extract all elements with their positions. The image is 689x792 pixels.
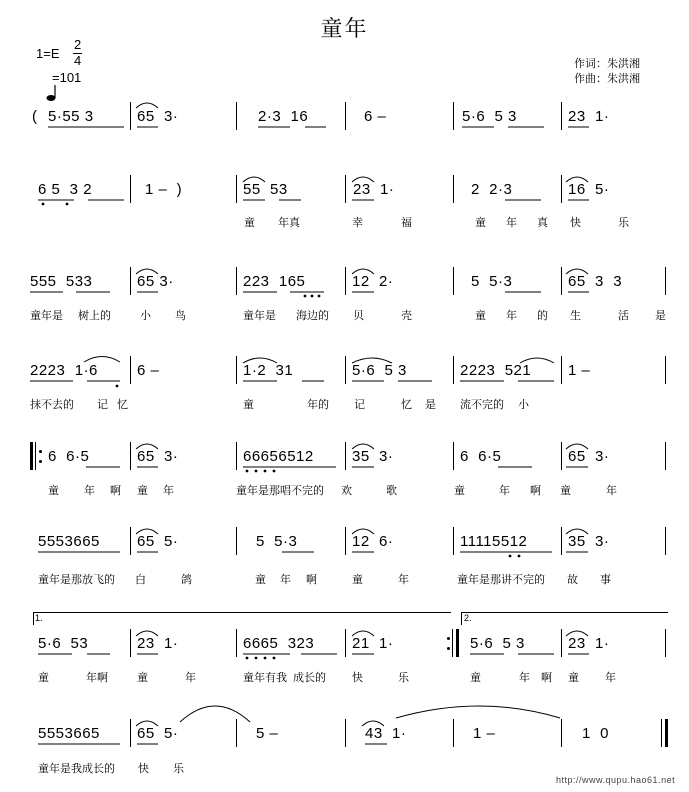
lyric: 鸟 <box>175 309 186 322</box>
lyric: 童年是 <box>30 309 63 322</box>
lyric: 年真 <box>278 216 300 229</box>
measure-notes: 1 – ) <box>145 181 183 198</box>
measure-notes: 6 6·5 <box>460 448 502 465</box>
lyric: 乐 <box>173 762 184 775</box>
measure-notes: 5·55 3 <box>48 108 94 125</box>
lyric: 年 <box>163 484 174 497</box>
measure-notes: 1·2 31 <box>243 362 294 379</box>
measure-notes: 6 5 3 2 <box>38 181 93 198</box>
measure-notes: 5·6 5 3 <box>462 108 517 125</box>
lyric: 小 <box>518 398 529 411</box>
lyric: 快 <box>352 671 363 684</box>
measure-notes: 12 2· <box>352 273 394 290</box>
second-ending-number: 2. <box>464 613 472 623</box>
measure-notes: 23 1· <box>568 635 610 652</box>
lyric: 快 <box>570 216 581 229</box>
lyric: 童 <box>243 398 254 411</box>
lyric: 童 <box>244 216 255 229</box>
measure-notes: 16 5· <box>568 181 610 198</box>
lyric: 童 <box>454 484 465 497</box>
lyric: 年 <box>606 484 617 497</box>
measure-notes: 23 1· <box>137 635 179 652</box>
lyric: 年 <box>84 484 95 497</box>
measure-notes: 6 6·5 <box>48 448 90 465</box>
measure-notes: 35 3· <box>568 533 610 550</box>
lyric: 记 <box>354 398 365 411</box>
measure-notes: 35 3· <box>352 448 394 465</box>
lyric: 忆 <box>401 398 412 411</box>
score-open-paren: ( <box>32 108 38 125</box>
lyric: 记 <box>97 398 108 411</box>
measure-notes: 55 53 <box>243 181 288 198</box>
measure-notes: 5·6 5 3 <box>352 362 407 379</box>
lyric: 活 <box>618 309 629 322</box>
lyric: 壳 <box>401 309 412 322</box>
measure-notes: 555 533 <box>30 273 93 290</box>
measure-notes: 65 3· <box>137 273 174 290</box>
lyric: 童 <box>352 573 363 586</box>
lyric: 欢 <box>341 484 352 497</box>
measure-notes: 65 3· <box>137 448 179 465</box>
measure-notes: 6665 323 <box>243 635 315 652</box>
lyricist-credit: 作词：朱洪湘 <box>574 57 640 70</box>
lyric: 年 <box>605 671 616 684</box>
lyric: 年 <box>280 573 291 586</box>
lyric: 年 <box>398 573 409 586</box>
song-title: 童年 <box>320 17 369 42</box>
key-signature: 1=E <box>36 46 60 61</box>
lyric: 童 <box>560 484 571 497</box>
lyric: 童年是那讲不完的 <box>457 573 545 586</box>
lyric: 福 <box>401 216 412 229</box>
lyric: 啊 <box>306 573 317 586</box>
measure-notes: 65 3 3 <box>568 273 623 290</box>
lyric: 年的 <box>307 398 329 411</box>
measure-notes: 1 – <box>473 725 496 742</box>
measure-notes: 5553665 <box>38 533 100 550</box>
measure-notes: 65 5· <box>137 533 179 550</box>
lyric: 抹不去的 <box>30 398 74 411</box>
measure-notes: 6 – <box>364 108 387 125</box>
lyric: 树上的 <box>78 309 111 322</box>
lyric: 流不完的 <box>460 398 504 411</box>
lyric: 童 <box>470 671 481 684</box>
lyric: 小 <box>140 309 151 322</box>
lyric: 的 <box>537 309 548 322</box>
lyric: 是 <box>655 309 666 322</box>
lyric: 事 <box>600 573 611 586</box>
measure-notes: 21 1· <box>352 635 394 652</box>
time-signature-top: 2 <box>74 37 82 52</box>
lyric: 童 <box>475 309 486 322</box>
measure-notes: 6 – <box>137 362 160 379</box>
lyric: 幸 <box>352 216 363 229</box>
lyric: 年 <box>185 671 196 684</box>
measure-notes: 2223 1·6 <box>30 362 98 379</box>
lyric: 童年是那放飞的 <box>38 573 115 586</box>
measure-notes: 2 2·3 <box>471 181 513 198</box>
first-ending-number: 1. <box>35 613 43 623</box>
measure-notes: 223 165 <box>243 273 306 290</box>
measure-notes: 2223 521 <box>460 362 532 379</box>
measure-notes: 1 0 <box>582 725 610 742</box>
lyric: 啊 <box>110 484 121 497</box>
lyric: 歌 <box>386 484 397 497</box>
measure-notes: 5553665 <box>38 725 100 742</box>
lyric: 童年是我成长的 <box>38 762 115 775</box>
lyric: 鸽 <box>181 573 192 586</box>
lyric: 故 <box>567 573 578 586</box>
tempo-marking: =101 <box>52 70 82 85</box>
lyric: 是 <box>425 398 436 411</box>
lyric: 童 <box>475 216 486 229</box>
lyric: 年啊 <box>86 671 108 684</box>
lyric: 忆 <box>117 398 128 411</box>
lyric: 童 <box>137 671 148 684</box>
measure-notes: 65 5· <box>137 725 179 742</box>
lyric: 年 <box>506 309 517 322</box>
lyric: 真 <box>537 216 548 229</box>
measure-notes: 5 – <box>256 725 279 742</box>
measure-notes: 43 1· <box>365 725 407 742</box>
measure-notes: 5 5·3 <box>256 533 298 550</box>
measure-notes: 12 6· <box>352 533 394 550</box>
lyric: 啊 <box>541 671 552 684</box>
lyric: 童年是那唱不完的 <box>236 484 324 497</box>
lyric: 啊 <box>530 484 541 497</box>
lyric: 海边的 <box>296 309 329 322</box>
time-signature-bottom: 4 <box>74 53 82 68</box>
watermark: http://www.qupu.hao61.net <box>556 775 676 785</box>
lyric: 乐 <box>398 671 409 684</box>
lyric: 乐 <box>618 216 629 229</box>
lyric: 童 <box>568 671 579 684</box>
lyric: 白 <box>135 573 146 586</box>
lyric: 童年是 <box>243 309 276 322</box>
measure-notes: 2·3 16 <box>258 108 309 125</box>
measure-notes: 5·6 53 <box>38 635 89 652</box>
composer-credit: 作曲：朱洪湘 <box>574 72 640 85</box>
measure-notes: 65 3· <box>137 108 179 125</box>
measure-notes: 5 5·3 <box>471 273 513 290</box>
lyric: 年 <box>519 671 530 684</box>
lyric: 童年有我 <box>243 671 287 684</box>
measure-notes: 66656512 <box>243 448 314 465</box>
lyric: 童 <box>255 573 266 586</box>
lyric: 生 <box>570 309 581 322</box>
lyric: 童 <box>48 484 59 497</box>
measure-notes: 23 1· <box>568 108 610 125</box>
measure-notes: 23 1· <box>353 181 395 198</box>
measure-notes: 11115512 <box>460 533 528 550</box>
lyric: 贝 <box>353 309 364 322</box>
lyric: 童 <box>38 671 49 684</box>
lyric: 快 <box>138 762 149 775</box>
lyric: 童 <box>137 484 148 497</box>
lyric: 成长的 <box>293 671 326 684</box>
lyric: 年 <box>506 216 517 229</box>
lyric: 年 <box>499 484 510 497</box>
measure-notes: 5·6 5 3 <box>470 635 525 652</box>
measure-notes: 65 3· <box>568 448 610 465</box>
measure-notes: 1 – <box>568 362 591 379</box>
